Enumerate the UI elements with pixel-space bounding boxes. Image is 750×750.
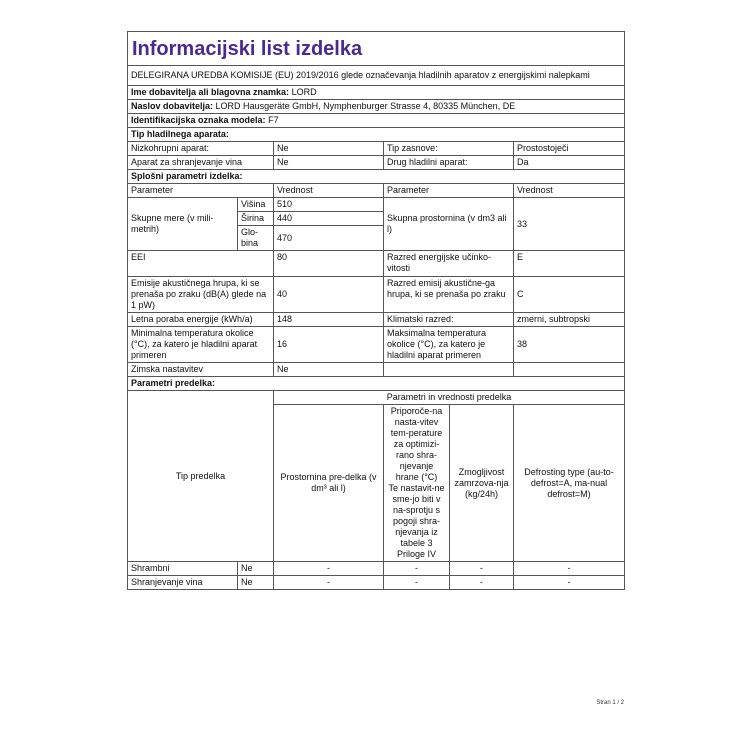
compartment-cell: -: [514, 576, 625, 590]
param-label: [384, 363, 514, 377]
height-label: Višina: [238, 198, 274, 212]
depth-label: Glo-bina: [238, 226, 274, 251]
defrost-type-header: Defrosting type (au-to-defrost=A, ma-nual defrost=M): [514, 405, 625, 562]
type-label: Nizkohrupni aparat:: [128, 142, 274, 156]
compartment-present: Ne: [238, 576, 274, 590]
height-value: 510: [274, 198, 384, 212]
compartment-type-header: Tip predelka: [128, 391, 274, 562]
value-column-header: Vrednost: [274, 184, 384, 198]
compartment-name: Shranjevanje vina: [128, 576, 238, 590]
type-value: Da: [514, 156, 625, 170]
param-row: [128, 277, 625, 313]
address-value: LORD Hausgeräte GmbH, Nymphenburger Strasse 4, 80335 München, DE: [215, 101, 516, 111]
param-value: Ne: [274, 363, 384, 377]
regulation-text: DELEGIRANA UREDBA KOMISIJE (EU) 2019/2016 glede označevanja hladilnih aparatov z energijskimi nalepkami: [128, 66, 625, 86]
value-column-header: Vrednost: [514, 184, 625, 198]
param-label: Maksimalna temperatura okolice (°C), za katero je hladilni aparat primeren: [384, 327, 514, 363]
appliance-type-heading: Tip hladilnega aparata:: [128, 128, 625, 142]
total-volume-label: Skupna prostornina (v dm3 ali l): [384, 198, 514, 251]
param-value: 16: [274, 327, 384, 363]
param-row: [128, 313, 625, 327]
param-label: Klimatski razred:: [384, 313, 514, 327]
info-table: [127, 31, 625, 590]
model-row: [128, 114, 625, 128]
width-value: 440: [274, 212, 384, 226]
param-value: 38: [514, 327, 625, 363]
page-number: Stran 1 / 2: [596, 700, 624, 706]
supplier-label: Ime dobavitelja ali blagovna znamka:: [131, 87, 290, 97]
compartment-volume-header: Prostornina pre-delka (v dm³ ali l): [274, 405, 384, 562]
param-value: 148: [274, 313, 384, 327]
model-label: Identifikacijska oznaka modela:: [131, 115, 266, 125]
param-label: Minimalna temperatura okolice (°C), za katero je hladilni aparat primeren: [128, 327, 274, 363]
dimensions-label: Skupne mere (v mili-metrih): [128, 198, 238, 251]
product-information-sheet: [127, 31, 624, 590]
compartment-name: Shrambni: [128, 562, 238, 576]
compartment-present: Ne: [238, 562, 274, 576]
param-value: [514, 363, 625, 377]
type-value: Ne: [274, 156, 384, 170]
compartment-cell: -: [450, 576, 514, 590]
param-value: E: [514, 251, 625, 277]
param-label: Razred emisij akustične-ga hrupa, ki se prenaša po zraku: [384, 277, 514, 313]
param-label: EEI: [128, 251, 274, 277]
param-row: [128, 251, 625, 277]
temp-note-text: Te nastavit-ne sme-jo biti v na-sprotju s pogoji shra-njevanja iz tabele 3 Priloge IV: [388, 483, 445, 559]
type-value: Ne: [274, 142, 384, 156]
compartment-cell: -: [384, 576, 450, 590]
page-title: Informacijski list izdelka: [128, 32, 625, 66]
width-label: Širina: [238, 212, 274, 226]
param-row: [128, 327, 625, 363]
address-label: Naslov dobavitelja:: [131, 101, 214, 111]
address-row: [128, 100, 625, 114]
compartment-row: [128, 576, 625, 590]
param-label: Letna poraba energije (kWh/a): [128, 313, 274, 327]
type-label: Aparat za shranjevanje vina: [128, 156, 274, 170]
compartment-params-heading: Parametri predelka:: [128, 377, 625, 391]
type-label: Tip zasnove:: [384, 142, 514, 156]
param-row: [128, 363, 625, 377]
param-column-header: Parameter: [384, 184, 514, 198]
param-value: 40: [274, 277, 384, 313]
param-label: Razred energijske učinko-vitosti: [384, 251, 514, 277]
param-value: zmerni, subtropski: [514, 313, 625, 327]
param-header-row: [128, 184, 625, 198]
compartment-cell: -: [274, 576, 384, 590]
compartment-temp-header: [384, 405, 450, 562]
type-value: Prostostoječi: [514, 142, 625, 156]
general-params-heading: Splošni parametri izdelka:: [128, 170, 625, 184]
supplier-value: LORD: [291, 87, 317, 97]
param-label: Emisije akustičnega hrupa, ki se prenaša po zraku (dB(A) glede na 1 pW): [128, 277, 274, 313]
compartment-cell: -: [514, 562, 625, 576]
total-volume-value: 33: [514, 198, 625, 251]
type-row: [128, 156, 625, 170]
type-label: Drug hladilni aparat:: [384, 156, 514, 170]
param-value: 80: [274, 251, 384, 277]
compartment-cell: -: [274, 562, 384, 576]
param-column-header: Parameter: [128, 184, 274, 198]
freezing-capacity-header: Zmogljivost zamrzova-nja (kg/24h): [450, 405, 514, 562]
depth-value: 470: [274, 226, 384, 251]
param-value: C: [514, 277, 625, 313]
model-value: F7: [268, 115, 279, 125]
compartment-cell: -: [384, 562, 450, 576]
type-row: [128, 142, 625, 156]
compartment-row: [128, 562, 625, 576]
param-label: Zimska nastavitev: [128, 363, 274, 377]
compartment-cell: -: [450, 562, 514, 576]
compartment-group-header: Parametri in vrednosti predelka: [274, 391, 625, 405]
temp-recommendation-text: Priporoče-na nasta-vitev tem-perature za optimizi-rano shra-njevanje hrane (°C): [390, 406, 443, 482]
supplier-row: [128, 86, 625, 100]
